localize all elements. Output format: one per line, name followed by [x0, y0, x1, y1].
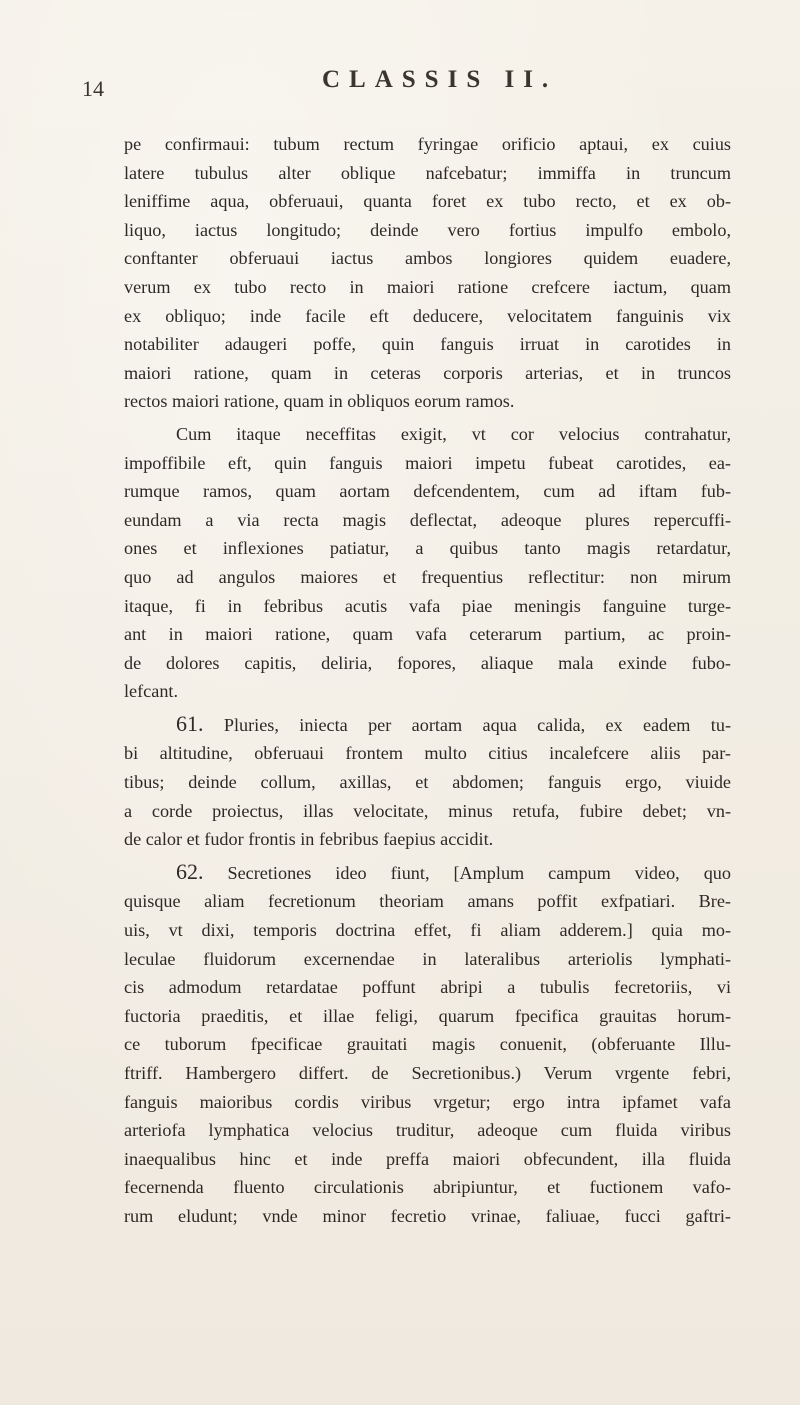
text-line: leculae fluidorum excernendae in lateralibus arteriolis lymphati- — [124, 948, 731, 969]
text-line-content: Pluries, iniecta per aortam aqua calida, ex eadem tu- — [223, 714, 732, 735]
paragraph-cum-itaque — [124, 420, 731, 706]
body-text — [124, 130, 731, 1231]
text-line: liquo, iactus longitudo; deinde vero fortius impulfo embolo, — [124, 219, 731, 240]
text-line — [124, 710, 731, 740]
text-line: quo ad angulos maiores et frequentius reflectitur: non mirum — [124, 566, 731, 587]
text-line: uis, vt dixi, temporis doctrina effet, fi aliam adderem.] quia mo- — [124, 920, 731, 941]
text-line: ones et inflexiones patiatur, a quibus tanto magis retardatur, — [124, 538, 731, 559]
text-line: de dolores capitis, deliria, fopores, aliaque mala exinde fubo- — [124, 652, 731, 673]
text-line: leniffime aqua, obferuaui, quanta foret ex tubo recto, et ex ob- — [124, 191, 731, 212]
paragraph-62 — [124, 858, 731, 1231]
text-line: ce tuborum fpecificae grauitati magis conuenit, (obferuante Illu- — [124, 1034, 731, 1055]
text-line: conftanter obferuaui iactus ambos longiores quidem euadere, — [124, 248, 731, 269]
paragraph-61 — [124, 710, 731, 854]
text-line: de calor et fudor frontis in febribus faepius accidit. — [124, 829, 494, 850]
text-line: Cum itaque neceffitas exigit, vt cor velocius contrahatur, — [176, 423, 731, 444]
running-head: CLASSIS II. — [322, 66, 558, 93]
text-line: latere tubulus alter oblique nafcebatur; immiffa in truncum — [124, 162, 731, 183]
text-line: ex obliquo; inde facile eft deducere, velocitatem fanguinis vix — [124, 305, 731, 326]
text-line: eundam a via recta magis deflectat, adeoque plures repercuffi- — [124, 509, 731, 530]
page-header — [82, 54, 740, 101]
text-line: rum eludunt; vnde minor fecretio vrinae, faliuae, fucci gaftri- — [124, 1205, 731, 1226]
text-line: maiori ratione, quam in ceteras corporis arterias, et in truncos — [124, 362, 731, 383]
section-number: 62. — [176, 858, 204, 884]
text-line: notabiliter adaugeri poffe, quin fanguis irruat in carotides in — [124, 334, 731, 355]
text-line: ant in maiori ratione, quam vafa ceterarum partium, ac proin- — [124, 624, 731, 645]
text-line: pe confirmaui: tubum rectum fyringae orificio aptaui, ex cuius — [124, 134, 731, 154]
text-line: itaque, fi in febribus acutis vafa piae meningis fanguine turge- — [124, 595, 731, 616]
text-line: cis admodum retardatae poffunt abripi a tubulis fecretoriis, vi — [124, 977, 731, 998]
paragraph-continuation — [124, 130, 731, 416]
text-line: tibus; deinde collum, axillas, et abdomen; fanguis ergo, viuide — [124, 772, 731, 793]
text-line: lefcant. — [124, 681, 179, 702]
text-line: fuctoria praeditis, et illae feligi, quarum fpecifica grauitas horum- — [124, 1005, 731, 1026]
text-line: arteriofa lymphatica velocius truditur, adeoque cum fluida viribus — [124, 1120, 731, 1141]
text-line: verum ex tubo recto in maiori ratione crefcere iactum, quam — [124, 276, 731, 297]
text-line: rumque ramos, quam aortam defcendentem, cum ad iftam fub- — [124, 481, 731, 502]
text-line: bi altitudine, obferuaui frontem multo citius incalefcere aliis par- — [124, 743, 731, 764]
text-line: quisque aliam fecretionum theoriam amans poffit exfpatiari. Bre- — [124, 891, 731, 912]
section-number: 61. — [176, 710, 204, 736]
text-line: fecernenda fluento circulationis abripiuntur, et fuctionem vafo- — [124, 1177, 731, 1198]
text-line: inaequalibus hinc et inde preffa maiori obfecundent, illa fluida — [124, 1148, 731, 1169]
text-line: fanguis maioribus cordis viribus vrgetur; ergo intra ipfamet vafa — [124, 1091, 731, 1112]
text-line-content: Secretiones ideo fiunt, [Amplum campum video, quo — [227, 862, 731, 883]
text-line: rectos maiori ratione, quam in obliquos eorum ramos. — [124, 391, 515, 412]
text-line — [124, 858, 731, 888]
text-line: impoffibile eft, quin fanguis maiori impetu fubeat carotides, ea- — [124, 452, 731, 473]
text-line: a corde proiectus, illas velocitate, minus retufa, fubire debet; vn- — [124, 800, 731, 821]
page-number: 14 — [82, 76, 104, 101]
text-line: ftriff. Hambergero differt. de Secretionibus.) Verum vrgente febri, — [124, 1063, 731, 1083]
